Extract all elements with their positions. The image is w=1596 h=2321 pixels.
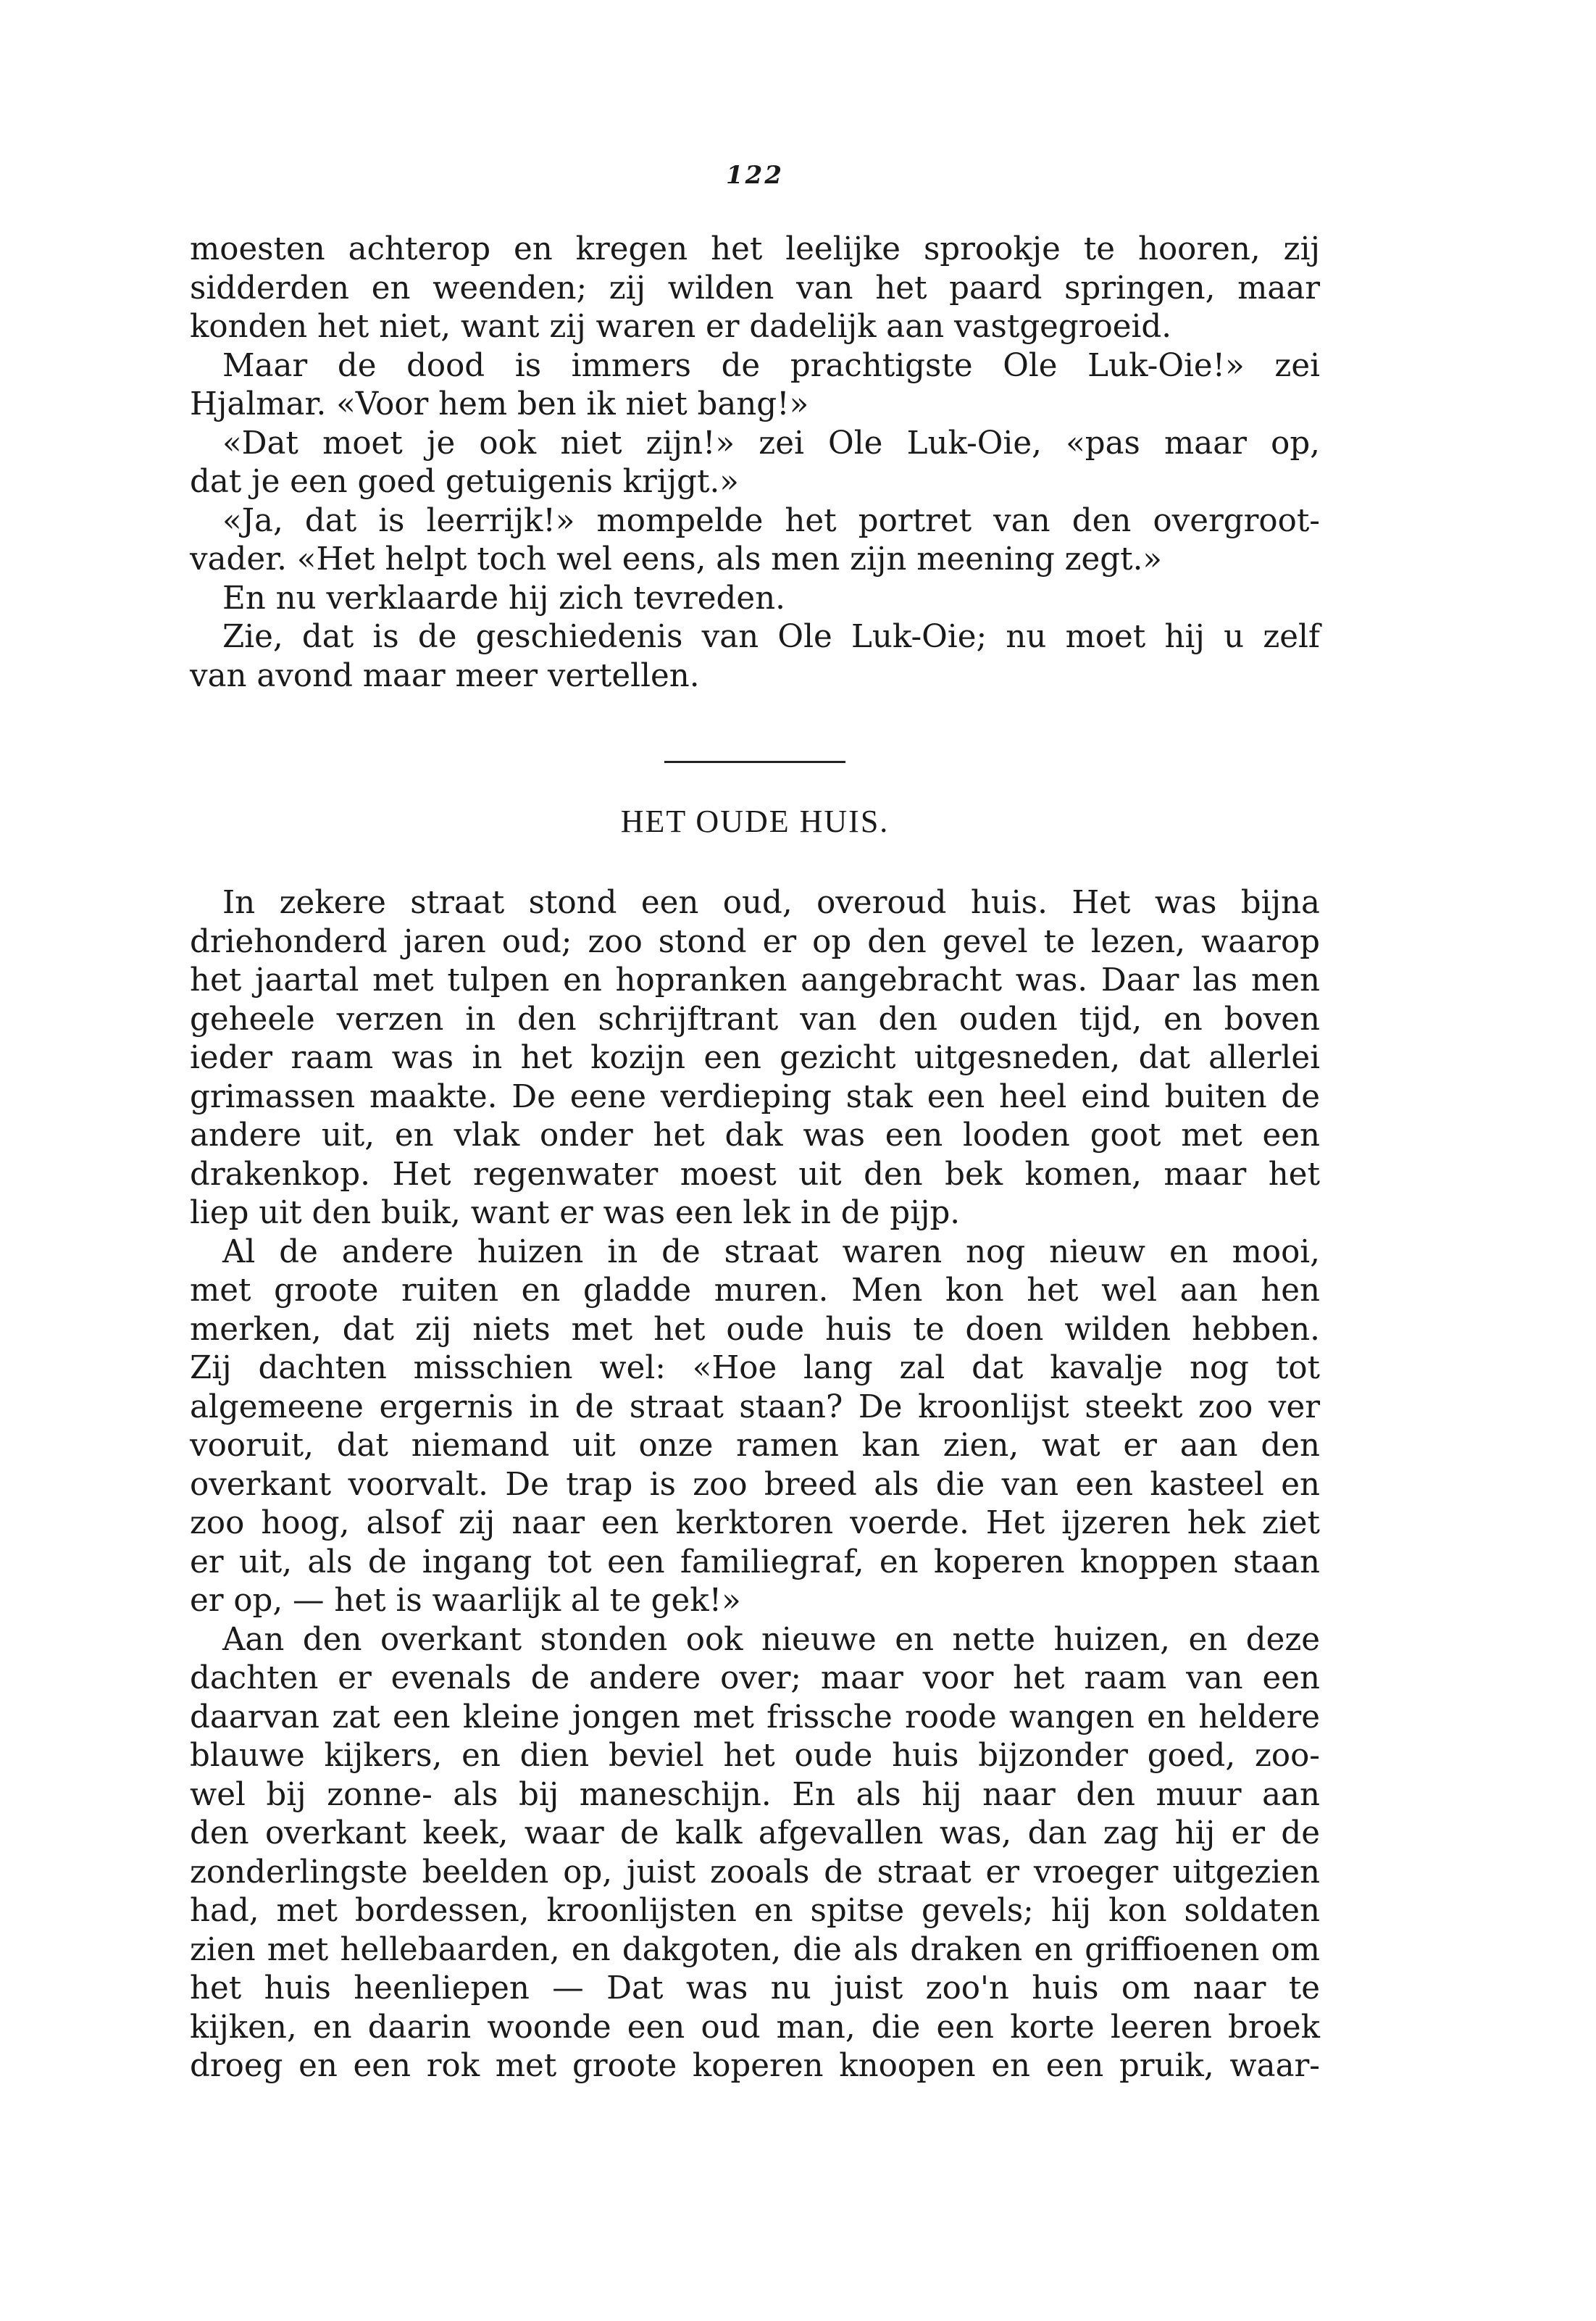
chapter-title: HET OUDE HUIS. (620, 804, 890, 839)
text-line: drakenkop. Het regenwater moest uit den bek komen, maar het (190, 1156, 1320, 1193)
text-line: «Dat moet je ook niet zijn!» zei Ole Luk-Oie, «pas maar op, (222, 425, 1320, 462)
text-line: zonderlingste beelden op, juist zooals de straat er vroeger uitgezien (190, 1854, 1320, 1891)
text-line: het huis heenliepen — Dat was nu juist zoo'n huis om naar te (190, 1970, 1320, 2007)
text-line: dat je een goed getuigenis krijgt.» (190, 464, 739, 500)
text-line: En nu verklaarde hij zich tevreden. (222, 580, 785, 617)
text-line: vooruit, dat niemand uit onze ramen kan zien, wat er aan den (190, 1428, 1320, 1464)
text-line: blauwe kijkers, en dien beviel het oude huis bijzonder goed, zoo- (190, 1738, 1320, 1774)
text-line: ieder raam was in het kozijn een gezicht uitgesneden, dat allerlei (190, 1040, 1320, 1076)
text-line: konden het niet, want zij waren er dadelijk aan vastgegroeid. (190, 309, 1172, 345)
text-line: wel bij zonne- als bij maneschijn. En als hij naar den muur aan (190, 1776, 1320, 1813)
text-line: overkant voorvalt. De trap is zoo breed als die van een kasteel en (190, 1466, 1320, 1503)
text-line: zoo hoog, alsof zij naar een kerktoren voerde. Het ijzeren hek ziet (190, 1505, 1320, 1541)
text-line: driehonderd jaren oud; zoo stond er op den gevel te lezen, waarop (190, 923, 1320, 960)
text-line: zien met hellebaarden, en dakgoten, die als draken en griffioenen om (190, 1931, 1320, 1968)
text-block-ole-luk-oie-ending (190, 230, 1320, 696)
text-line: Zie, dat is de geschiedenis van Ole Luk-Oie; nu moet hij u zelf (222, 619, 1320, 655)
text-line: «Ja, dat is leerrijk!» mompelde het portret van den overgroot- (222, 502, 1320, 539)
text-line: grimassen maakte. De eene verdieping stak een heel eind buiten de (190, 1078, 1320, 1115)
text-line: dachten er evenals de andere over; maar voor het raam van een (190, 1660, 1320, 1696)
text-line: algemeene ergernis in de straat staan? De kroonlijst steekt zoo ver (190, 1388, 1320, 1425)
text-line: droeg en een rok met groote koperen knoopen en een pruik, waar- (190, 2048, 1320, 2084)
text-line: daarvan zat een kleine jongen met frissche roode wangen en heldere (190, 1699, 1320, 1735)
text-line: Al de andere huizen in de straat waren nog nieuw en mooi, (222, 1233, 1320, 1270)
text-line: met groote ruiten en gladde muren. Men kon het wel aan hen (190, 1272, 1320, 1309)
text-line: het jaartal met tulpen en hopranken aangebracht was. Daar las men (190, 962, 1320, 999)
section-divider (664, 761, 845, 763)
page-number: 122 (726, 161, 784, 190)
text-line: van avond maar meer vertellen. (190, 657, 700, 694)
text-line: sidderden en weenden; zij wilden van het paard springen, maar (190, 270, 1320, 307)
text-block-het-oude-huis (190, 884, 1320, 2086)
text-line: Aan den overkant stonden ook nieuwe en nette huizen, en deze (222, 1621, 1320, 1658)
text-line: merken, dat zij niets met het oude huis te doen wilden hebben. (190, 1311, 1320, 1348)
book-page (190, 0, 1320, 2321)
text-line: vader. «Het helpt toch wel eens, als men zijn meening zegt.» (190, 541, 1163, 578)
text-line: er op, — het is waarlijk al te gek!» (190, 1583, 741, 1619)
text-line: Maar de dood is immers de prachtigste Ole Luk-Oie!» zei (222, 347, 1320, 384)
text-line: kijken, en daarin woonde een oud man, die een korte leeren broek (190, 2009, 1320, 2046)
text-line: In zekere straat stond een oud, overoud huis. Het was bijna (222, 885, 1320, 921)
text-line: had, met bordessen, kroonlijsten en spitse gevels; hij kon soldaten (190, 1893, 1320, 1929)
text-line: andere uit, en vlak onder het dak was een looden goot met een (190, 1117, 1320, 1154)
text-line: er uit, als de ingang tot een familiegraf, en koperen knoppen staan (190, 1543, 1320, 1580)
text-line: den overkant keek, waar de kalk afgevallen was, dan zag hij er de (190, 1815, 1320, 1851)
text-line: liep uit den buik, want er was een lek in de pijp. (190, 1195, 961, 1231)
text-line: moesten achterop en kregen het leelijke sprookje te hooren, zij (190, 231, 1320, 267)
text-line: Hjalmar. «Voor hem ben ik niet bang!» (190, 386, 809, 422)
text-line: Zij dachten misschien wel: «Hoe lang zal dat kavalje nog tot (190, 1350, 1320, 1386)
text-line: geheele verzen in den schrijftrant van den ouden tijd, en boven (190, 1001, 1320, 1038)
